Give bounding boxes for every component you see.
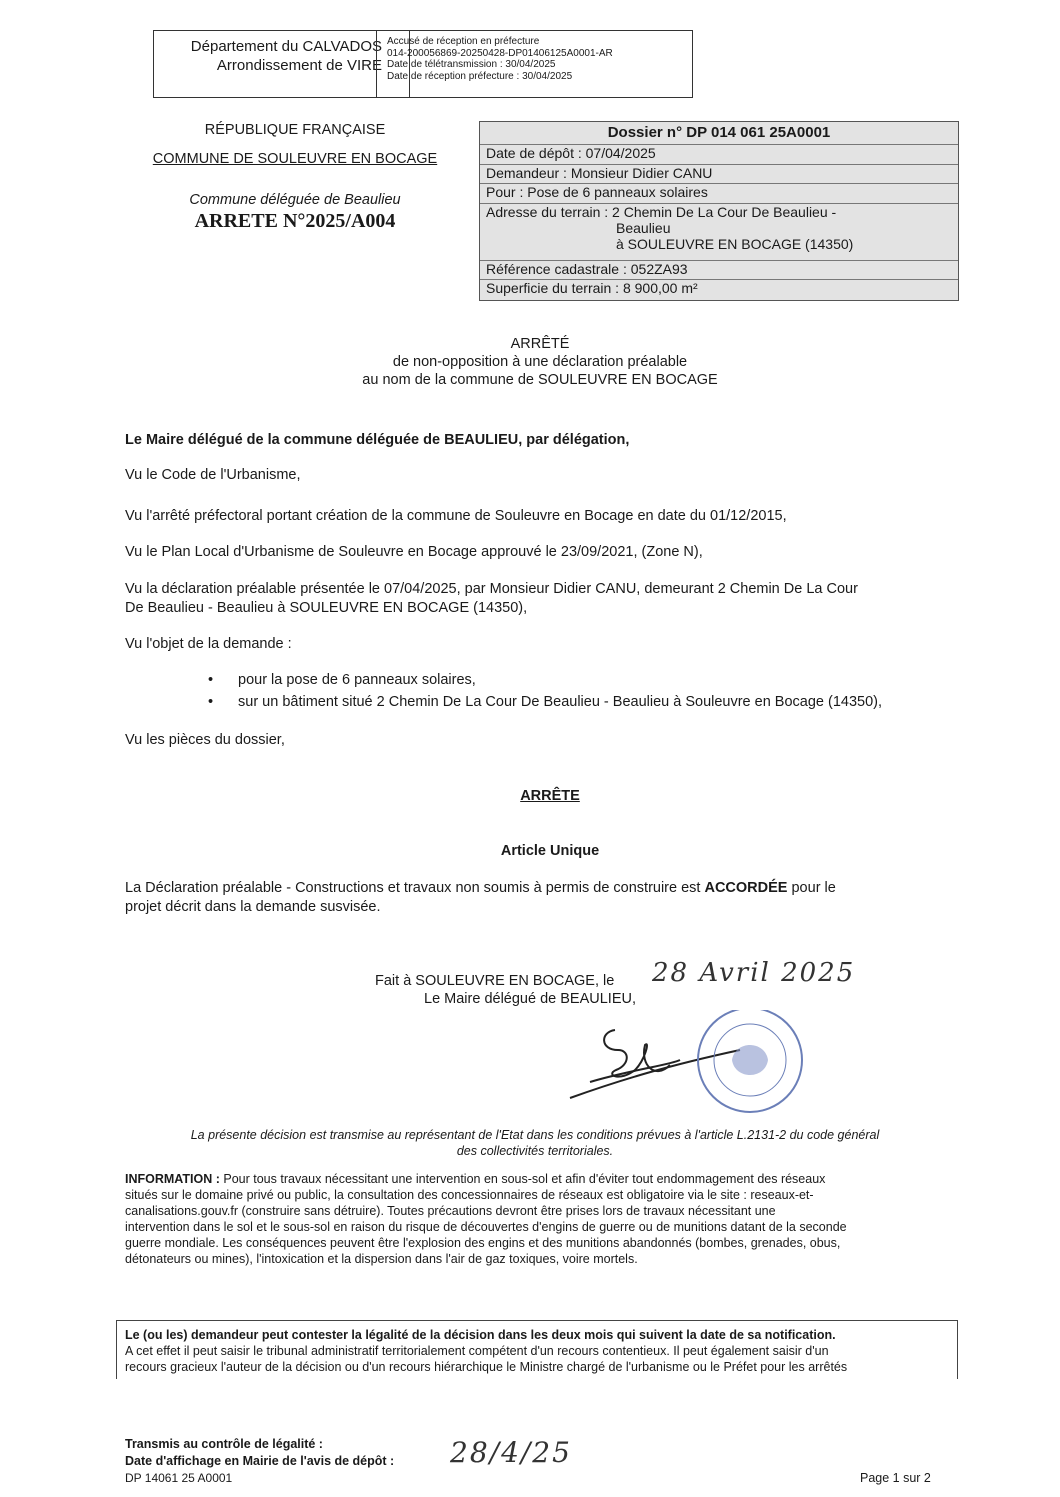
page-number: Page 1 sur 2 bbox=[860, 1471, 931, 1485]
title-line: au nom de la commune de SOULEUVRE EN BOCAGE bbox=[362, 372, 718, 388]
dossier-box bbox=[479, 121, 959, 301]
land-area: Superficie du terrain : 8 900,00 m² bbox=[480, 279, 958, 300]
done-at: Fait à SOULEUVRE EN BOCAGE, le bbox=[375, 973, 615, 989]
notice-line: des collectivités territoriales. bbox=[456, 1144, 614, 1158]
bullet-text: pour la pose de 6 panneaux solaires, bbox=[238, 672, 476, 688]
decision-text: pour le bbox=[787, 880, 836, 896]
decree-title bbox=[280, 335, 800, 389]
purpose: Pour : Pose de 6 panneaux solaires bbox=[480, 183, 958, 204]
posting-date-label: Date d'affichage en Mairie de l'avis de dépôt : bbox=[125, 1454, 395, 1468]
vu-code: Vu le Code de l'Urbanisme, bbox=[125, 467, 301, 483]
department-line: Département du CALVADOS bbox=[190, 38, 382, 55]
arrete-heading: ARRÊTE bbox=[520, 788, 580, 804]
mayor-intro: Le Maire délégué de la commune déléguée de BEAULIEU, par délégation, bbox=[125, 432, 630, 448]
receipt-block bbox=[385, 31, 613, 100]
info-line bbox=[125, 1171, 945, 1187]
transmission-notice bbox=[125, 1127, 945, 1159]
info-text: Pour tous travaux nécessitant une intervention en sous-sol et afin d'éviter tout endommagement des réseaux bbox=[219, 1172, 826, 1186]
signatory-title: Le Maire délégué de BEAULIEU, bbox=[424, 991, 636, 1007]
bullet-icon: • bbox=[208, 672, 214, 688]
notice-line: La présente décision est transmise au représentant de l'Etat dans les conditions prévues à l'article L.2131-2 du code général bbox=[190, 1128, 880, 1142]
vu-declaration-cont: De Beaulieu - Beaulieu à SOULEUVRE EN BOCAGE (14350), bbox=[125, 600, 528, 616]
bullet-icon: • bbox=[208, 694, 214, 710]
info-line: situés sur le domaine privé ou public, la consultation des concessionnaires de réseaux est obligatoire via le site : reseaux-et- bbox=[125, 1188, 814, 1202]
vu-objet: Vu l'objet de la demande : bbox=[125, 636, 292, 652]
bullet-text: sur un bâtiment situé 2 Chemin De La Cour De Beaulieu - Beaulieu à Souleuvre en Bocage (14350), bbox=[238, 694, 883, 710]
appeal-line: recours gracieux l'auteur de la décision ou d'un recours hiérarchique le Ministre chargé de l'urbanisme ou le Préfet pour les arrêtés bbox=[125, 1360, 848, 1374]
vu-plu: Vu le Plan Local d'Urbanisme de Souleuvre en Bocage approuvé le 23/09/2021, (Zone N), bbox=[125, 544, 703, 560]
receipt-line: Date de télétransmission : 30/04/2025 bbox=[387, 59, 556, 70]
dossier-reference: DP 14061 25 A0001 bbox=[125, 1471, 233, 1485]
cadastral-reference: Référence cadastrale : 052ZA93 bbox=[480, 260, 958, 281]
decision-line-2: projet décrit dans la demande susvisée. bbox=[125, 899, 381, 915]
appeal-line: Le (ou les) demandeur peut contester la légalité de la décision dans les deux mois qui suivent la date de sa notification. bbox=[125, 1328, 836, 1342]
posting-date-handwritten: 28/4/25 bbox=[450, 1436, 572, 1469]
republic-label: RÉPUBLIQUE FRANÇAISE bbox=[204, 122, 386, 138]
article-heading: Article Unique bbox=[500, 843, 600, 859]
info-label: INFORMATION : bbox=[125, 1172, 220, 1186]
signature-date-handwritten: 28 Avril 2025 bbox=[652, 958, 856, 988]
dossier-number: Dossier n° DP 014 061 25A0001 bbox=[607, 124, 831, 141]
receipt-line: Date de réception préfecture : 30/04/2025 bbox=[387, 70, 573, 82]
vu-declaration: Vu la déclaration préalable présentée le 07/04/2025, par Monsieur Didier CANU, demeurant 2 Chemin De La Cour bbox=[125, 581, 858, 597]
decision-granted: ACCORDÉE bbox=[704, 880, 788, 896]
department-block bbox=[154, 31, 386, 103]
bullet-item bbox=[208, 671, 476, 690]
commune-label: COMMUNE DE SOULEUVRE EN BOCAGE bbox=[152, 151, 438, 167]
address-line: Adresse du terrain : 2 Chemin De La Cour De Beaulieu - bbox=[486, 204, 837, 220]
arrondissement-line: Arrondissement de VIRE bbox=[216, 57, 382, 74]
vu-pieces: Vu les pièces du dossier, bbox=[125, 732, 285, 748]
deposit-date: Date de dépôt : 07/04/2025 bbox=[480, 144, 958, 165]
decision-line bbox=[125, 879, 945, 898]
land-address bbox=[480, 203, 958, 260]
title-line: ARRÊTÉ bbox=[510, 336, 570, 352]
info-line: détonateurs ou mines), l'intoxication et la dispersion dans l'air de gaz toxiques, voire mortels. bbox=[125, 1252, 638, 1266]
delegated-commune-label: Commune déléguée de Beaulieu bbox=[189, 192, 401, 208]
appeal-line: A cet effet il peut saisir le tribunal administratif territorialement compétent d'un recours contentieux. Il peut également saisir d'un bbox=[125, 1344, 829, 1358]
municipal-seal bbox=[698, 1010, 802, 1112]
appeal-text bbox=[125, 1327, 945, 1375]
information-block bbox=[125, 1171, 945, 1267]
info-line: guerre mondiale. Les conséquences peuvent être l'explosion des engins et des munitions abandonnés (bombes, grenades, obus, bbox=[125, 1236, 841, 1250]
info-line: canalisations.gouv.fr (construire sans détruire). Toutes précautions devront être prises lors de travaux nécessitant une bbox=[125, 1204, 776, 1218]
title-line: de non-opposition à une déclaration préalable bbox=[392, 354, 688, 370]
bullet-item bbox=[208, 693, 882, 712]
applicant: Demandeur : Monsieur Didier CANU bbox=[480, 164, 958, 185]
receipt-line: 014-200056869-20250428-DP01406125A0001-AR bbox=[387, 47, 613, 59]
legality-control: Transmis au contrôle de légalité : bbox=[125, 1437, 323, 1451]
prefecture-stamp bbox=[153, 30, 693, 98]
signature-and-seal bbox=[560, 1010, 820, 1130]
address-line: Beaulieu bbox=[616, 220, 671, 236]
arrete-number: ARRETE N°2025/A004 bbox=[194, 210, 396, 232]
address-line: à SOULEUVRE EN BOCAGE (14350) bbox=[616, 236, 854, 252]
receipt-line: Accusé de réception en préfecture bbox=[387, 36, 540, 47]
vu-prefectoral: Vu l'arrêté préfectoral portant création de la commune de Souleuvre en Bocage en date du 01/12/2015, bbox=[125, 508, 787, 524]
decision-text: La Déclaration préalable - Constructions et travaux non soumis à permis de construire est bbox=[125, 880, 705, 896]
info-line: intervention dans le sol et le sous-sol en raison du risque de découvertes d'engins de guerre ou de munitions datant de la seconde bbox=[125, 1220, 847, 1234]
